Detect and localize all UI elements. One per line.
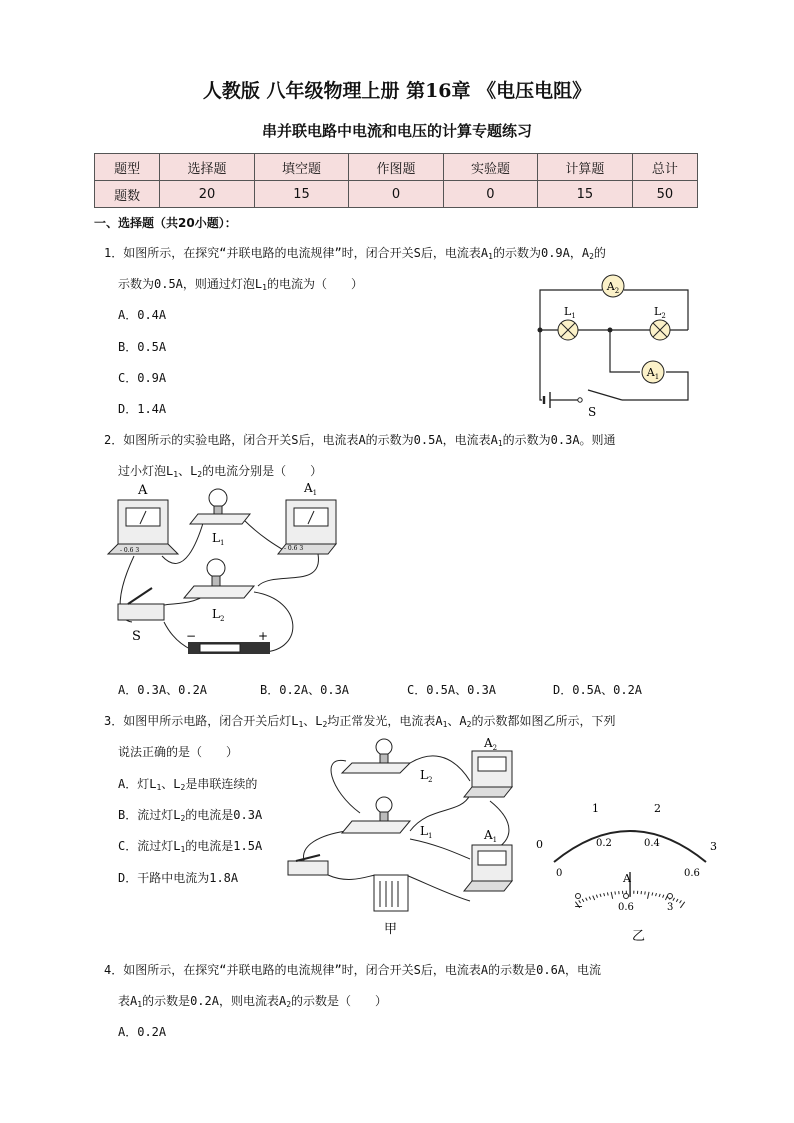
- question-2-circuit-photo: [104, 480, 344, 662]
- option-a: A．0.3A、0.2A: [118, 683, 208, 697]
- option-a: A．0.4A: [118, 308, 167, 322]
- ammeter-a-icon: [108, 500, 178, 554]
- ammeter-a1-icon: [464, 845, 512, 891]
- table-cell: 填空题: [254, 154, 348, 181]
- switch-icon: [118, 588, 164, 620]
- table-row: [95, 154, 698, 181]
- table-cell: 计算题: [538, 154, 632, 181]
- table-cell: 0: [443, 181, 537, 208]
- option-d: D．0.5A、0.2A: [553, 683, 643, 697]
- bulb-l2-icon: [184, 559, 254, 598]
- scale-inner-label: 0.6: [684, 868, 700, 879]
- section-heading: 一、选择题（共20小题）：: [94, 216, 237, 230]
- dial-tick: [589, 897, 590, 900]
- dial-tick: [676, 899, 678, 902]
- dial-tick: [645, 891, 646, 894]
- table-cell: 15: [538, 181, 632, 208]
- scale-outer-label: 0: [536, 838, 543, 851]
- table-cell: 选择题: [160, 154, 254, 181]
- dial-tick: [680, 902, 684, 908]
- summary-table: [94, 153, 698, 208]
- svg-text:A1: $A_1$: [484, 828, 498, 844]
- scale-inner-label: 0: [556, 868, 563, 879]
- question-3-line-1: 3．如图甲所示电路，闭合开关后灯$L_1$、$L_2$均正常发光，电流表$A_1$、$A_2$的示数都如图乙所示，下列: [104, 714, 616, 729]
- question-1-circuit-diagram: [528, 268, 698, 420]
- option-d: D．干路中电流为1.8A: [118, 871, 239, 885]
- svg-text:A2: $A_2$: [484, 736, 498, 752]
- table-cell: 20: [160, 181, 254, 208]
- table-row: [95, 181, 698, 208]
- bulb-l2-icon: [342, 739, 410, 773]
- battery-icon: [374, 875, 408, 911]
- svg-text:L2: $L_2$: [654, 305, 666, 320]
- bulb-l1-icon: [342, 797, 410, 833]
- table-cell: 题数: [95, 181, 160, 208]
- scale-outer-label: 1: [592, 802, 599, 815]
- dial-tick: [652, 892, 653, 895]
- table-cell: 50: [632, 181, 697, 208]
- option-c: C．流过灯$L_1$的电流是1.5A: [118, 839, 263, 854]
- scale-outer-label: 3: [710, 840, 717, 853]
- dial-tick: [596, 895, 597, 898]
- question-4-line-1: 4．如图所示，在探究“并联电路的电流规律”时，闭合开关S后，电流表A的示数是0.6A，电流: [104, 963, 602, 977]
- question-3-line-2: 说法正确的是（ ）: [118, 745, 239, 759]
- battery-minus: −: [186, 629, 197, 643]
- option-a: A．灯$L_1$、$L_2$是串联连续的: [118, 777, 258, 792]
- scale-outer-label: 2: [654, 802, 661, 815]
- terminal-label: 3: [667, 902, 674, 913]
- dial-tick: [604, 893, 605, 896]
- option-b: B．流过灯$L_2$的电流是0.3A: [118, 808, 263, 823]
- question-4-line-2: 表$A_1$的示数是0.2A，则电流表$A_2$的示数是（ ）: [118, 994, 388, 1009]
- page-title: 人教版 八年级物理上册 第16章 《电压电阻》: [202, 80, 592, 102]
- svg-text:L2: $L_2$: [212, 607, 225, 623]
- question-3-figure-jia: [280, 735, 520, 945]
- table-cell: 实验题: [443, 154, 537, 181]
- scale-inner-label: 0.2: [596, 838, 612, 849]
- dial-tick: [593, 896, 595, 900]
- dial-tick: [607, 892, 608, 895]
- option-c: C．0.9A: [118, 371, 167, 385]
- dial-tick: [600, 894, 601, 897]
- battery-plus: +: [258, 629, 269, 643]
- question-1-line-2: 示数为0.5A，则通过灯泡$L_1$的电流为（ ）: [118, 277, 363, 292]
- svg-text:A2: $A_2$: [606, 280, 620, 295]
- svg-text:A1: $A_1$: [304, 481, 318, 497]
- dial-tick: [673, 898, 675, 901]
- table-cell: 题型: [95, 154, 160, 181]
- option-c: C．0.5A、0.3A: [407, 683, 497, 697]
- dial-tick: [663, 895, 664, 898]
- option-a: A．0.2A: [118, 1025, 167, 1039]
- table-cell: 作图题: [349, 154, 443, 181]
- dial-tick: [615, 891, 616, 894]
- figure-caption-yi: 乙: [632, 929, 646, 944]
- ammeter-a2-icon: [464, 751, 512, 797]
- question-1-line-1: 1．如图所示，在探究“并联电路的电流规律”时，闭合开关S后，电流表$A_1$的示数为0.9A，$A_2$的: [104, 246, 606, 261]
- table-cell: 总计: [632, 154, 697, 181]
- dial-tick: [656, 893, 657, 896]
- option-b: B．0.2A、0.3A: [260, 683, 350, 697]
- question-2-line-1: 2．如图所示的实验电路，闭合开关S后，电流表A的示数为0.5A，电流表$A_1$的示数为0.3A。则通: [104, 433, 616, 448]
- dial-tick: [648, 892, 650, 899]
- ammeter-a1-scale: - 0.6 3: [284, 545, 304, 552]
- ammeter-a-label: A: [138, 483, 148, 498]
- table-cell: 0: [349, 181, 443, 208]
- terminal-label: −: [574, 900, 584, 913]
- switch-label: S: [588, 405, 597, 419]
- figure-caption-jia: 甲: [384, 922, 398, 937]
- dial-tick: [659, 894, 660, 897]
- page-subtitle: 串并联电路中电流和电压的计算专题练习: [261, 122, 532, 140]
- bulb-l1-icon: [190, 489, 250, 524]
- dial-tick: [680, 900, 682, 903]
- option-d: D．1.4A: [118, 402, 167, 416]
- svg-text:A1: $A_1$: [646, 366, 660, 381]
- svg-text:L1: $L_1$: [212, 531, 225, 547]
- dial-tick: [586, 898, 588, 901]
- question-3-figure-yi: [530, 800, 730, 945]
- battery-icon: [188, 642, 270, 654]
- terminal-label: 0.6: [618, 902, 634, 913]
- svg-text:L1: $L_1$: [420, 824, 433, 840]
- meter-unit-label: A: [623, 872, 631, 885]
- ammeter-a-scale: - 0.6 3: [120, 547, 140, 554]
- switch-label: S: [132, 629, 141, 644]
- option-b: B．0.5A: [118, 340, 167, 354]
- table-cell: 15: [254, 181, 348, 208]
- svg-text:L2: $L_2$: [420, 768, 433, 784]
- scale-inner-label: 0.4: [644, 838, 660, 849]
- dial-tick: [611, 892, 613, 899]
- question-2-line-2: 过小灯泡$L_1$、$L_2$的电流分别是（ ）: [118, 464, 323, 479]
- svg-text:L1: $L_1$: [564, 305, 576, 320]
- switch-icon: [288, 855, 328, 875]
